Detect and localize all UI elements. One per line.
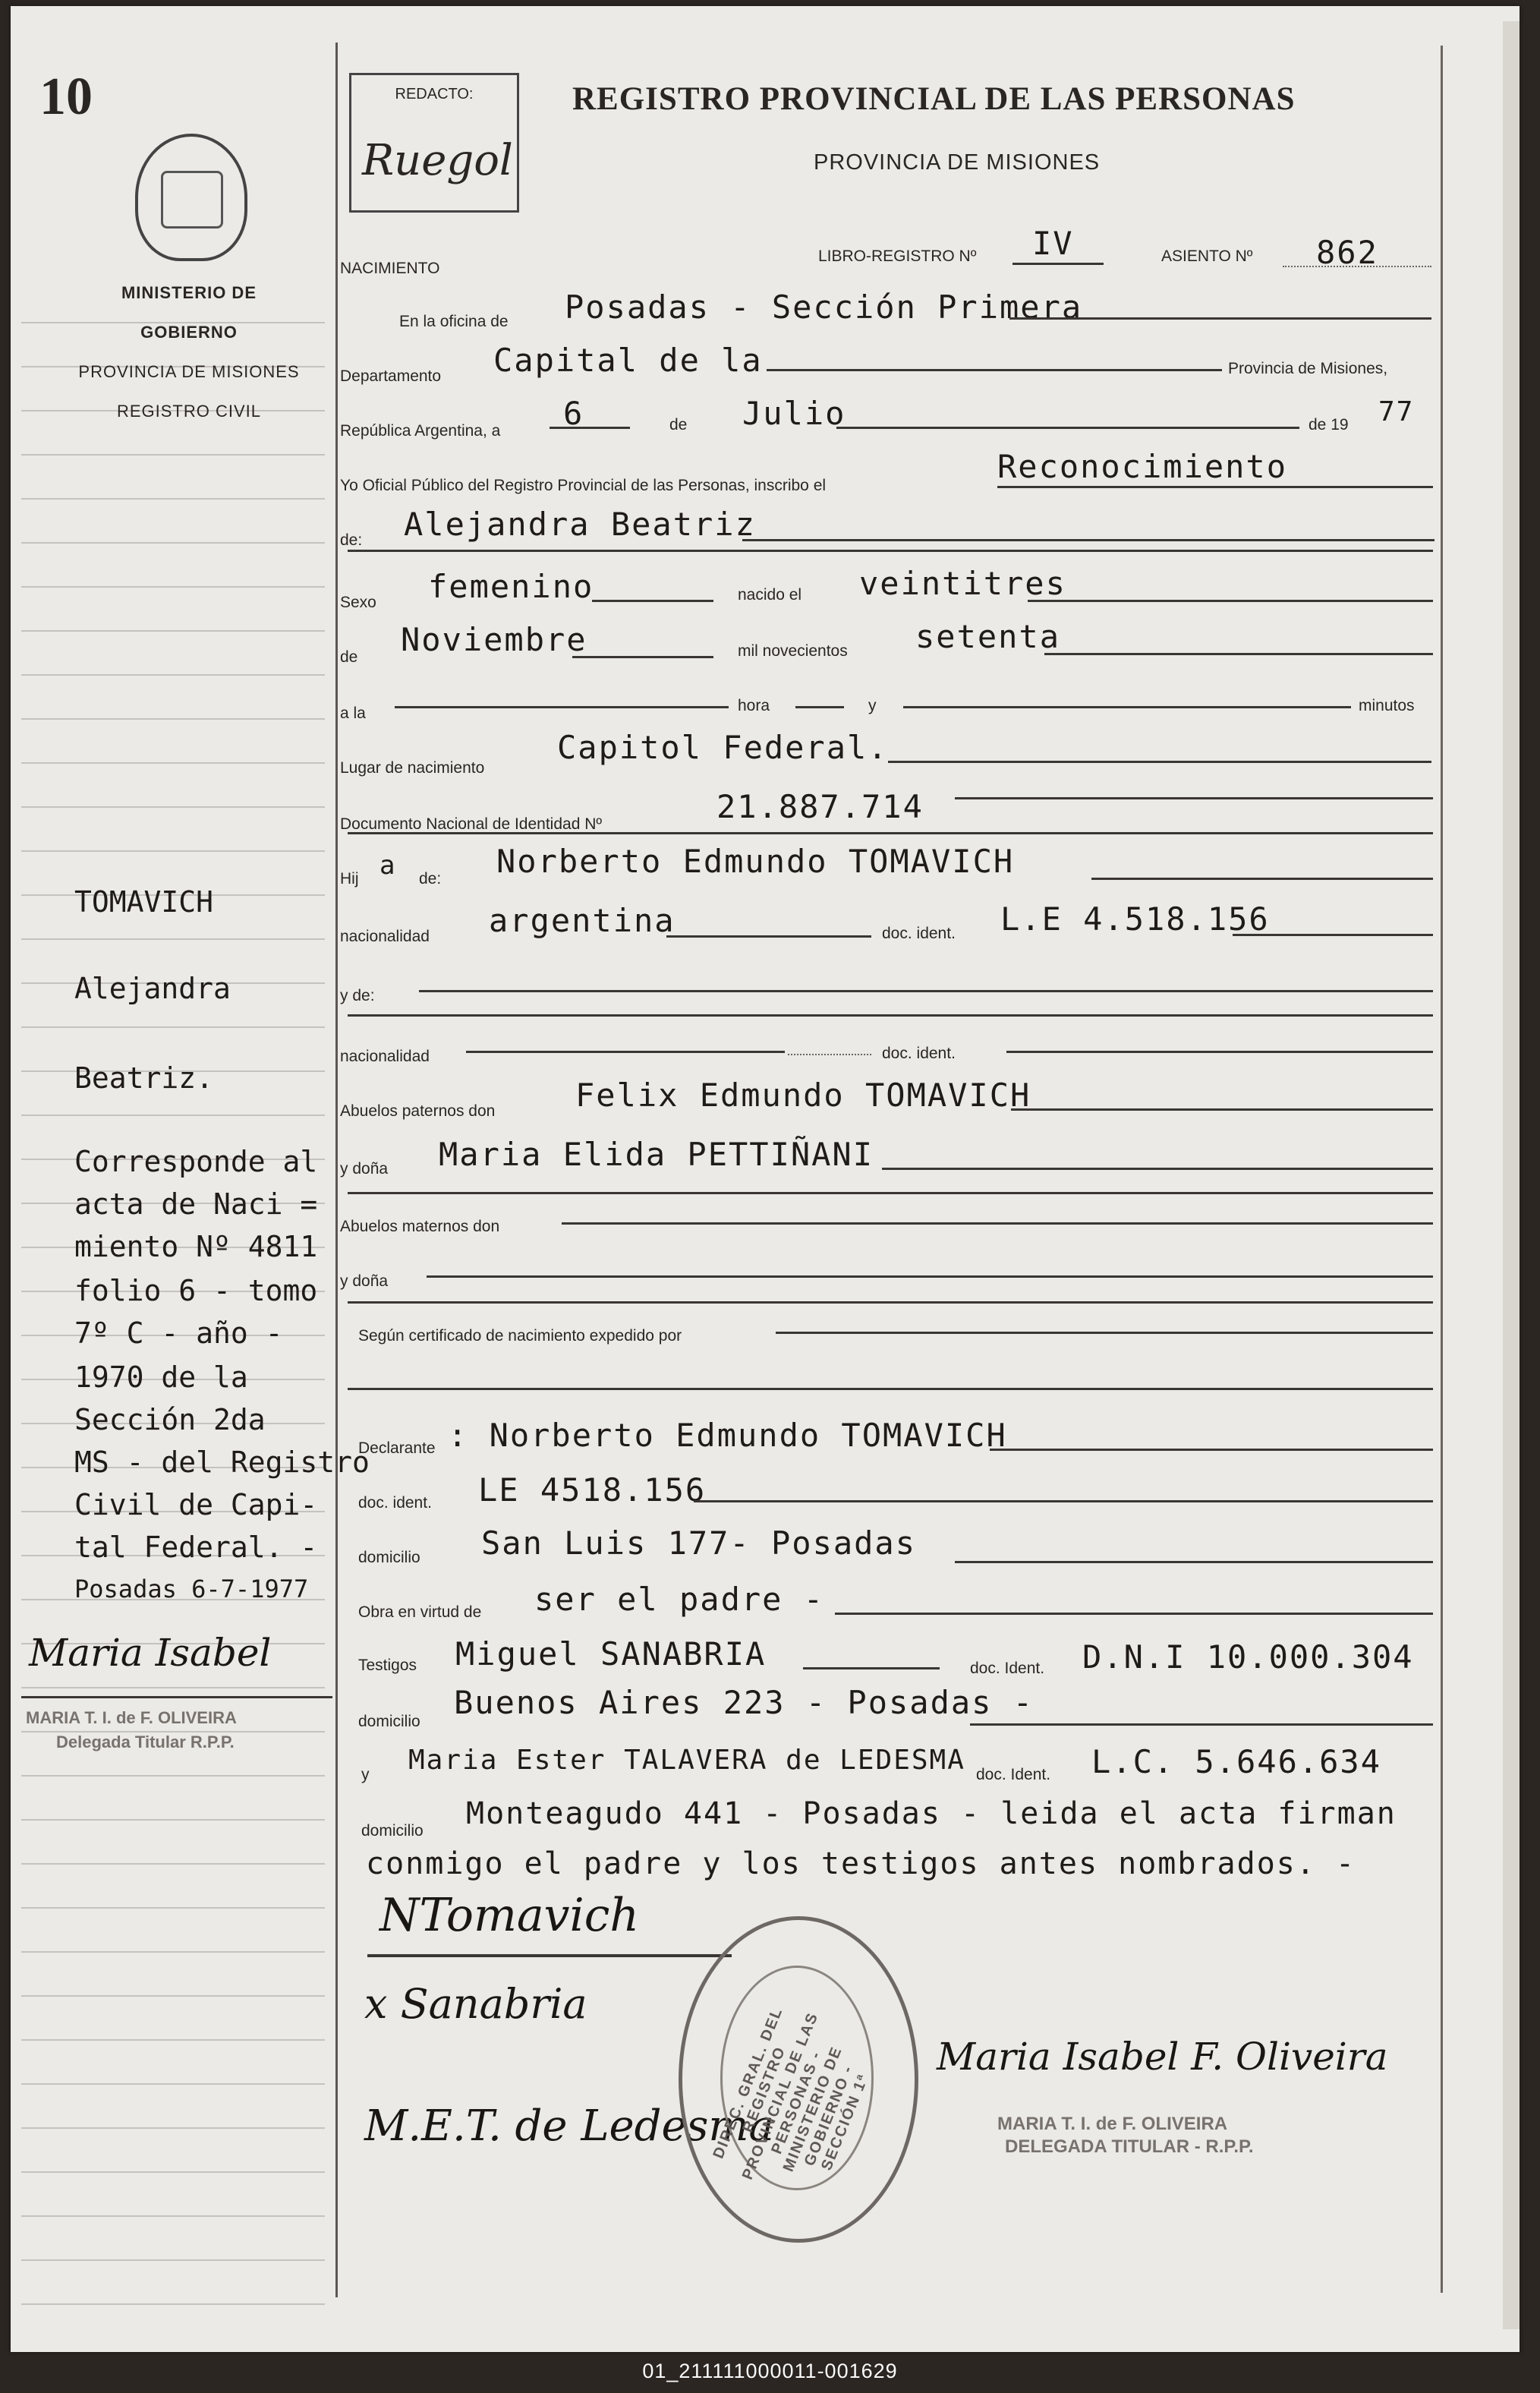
domicilio2-label: domicilio [358, 1713, 420, 1730]
padre-value: Norberto Edmundo TOMAVICH [496, 843, 1015, 880]
testigo1-value: Miguel SANABRIA [455, 1635, 767, 1673]
ministry-header [71, 273, 307, 431]
margin-signature: Maria Isabel [29, 1631, 272, 1675]
y-dona2-label: y doña [340, 1272, 389, 1290]
page-number: 10 [39, 68, 93, 126]
de2-label: de: [340, 531, 363, 549]
page-edge [1503, 21, 1520, 2329]
testigos-label: Testigos [358, 1657, 417, 1674]
hora-label: hora [738, 697, 770, 714]
mes-value: Julio [742, 395, 846, 432]
lugar-value: Capitol Federal. [557, 729, 889, 766]
margin-note: Posadas 6-7-1977 [74, 1575, 309, 1603]
testigo1-signature: x Sanabria [364, 1980, 587, 2028]
testigo2-doc: L.C. 5.646.634 [1091, 1743, 1382, 1780]
libro-value: IV [1032, 225, 1074, 262]
ministry-name: MINISTERIO DE GOBIERNO [121, 283, 257, 342]
margin-note: Civil de Capi- [74, 1488, 318, 1521]
minutos-label: minutos [1359, 697, 1415, 714]
margin-note: Sección 2da [74, 1403, 266, 1436]
departamento-label: Departamento [340, 367, 442, 385]
redacto-label: REDACTO: [395, 86, 474, 102]
sexo-label: Sexo [340, 594, 376, 611]
right-border-line [1441, 46, 1443, 2293]
decl-doc-label: doc. ident. [358, 1494, 432, 1512]
oficial-value: Reconocimiento [997, 448, 1288, 485]
anio-nac-value: setenta [915, 618, 1061, 655]
dni-value: 21.887.714 [716, 788, 924, 825]
de-label: de [669, 416, 688, 434]
domicilio-label: domicilio [358, 1549, 420, 1566]
hijo-de-label: de: [419, 870, 442, 888]
margin-note: folio 6 - tomo [74, 1274, 318, 1307]
seal-text: DIREC. GRAL. DEL REGISTRO PROVINCIAL DE LAS PERSONAS - MINISTERIO DE GOBIERNO - SECCIÓN 1ª [710, 2004, 873, 2183]
abuelos-pat-label: Abuelos paternos don [340, 1102, 496, 1120]
y-label: y [868, 697, 877, 714]
oficial-label: Yo Oficial Público del Registro Provincial de las Personas, inscribo el [340, 477, 827, 494]
de-anio-label: de 19 [1309, 416, 1349, 434]
doc-ident2-label: doc. ident. [882, 1045, 956, 1062]
margin-note: Alejandra [74, 972, 231, 1005]
lugar-label: Lugar de nacimiento [340, 759, 485, 777]
a-la-label: a la [340, 705, 366, 722]
test-doc-label: doc. Ident. [970, 1660, 1045, 1677]
hijo-suffix: a [379, 850, 397, 881]
declarante-value: : Norberto Edmundo TOMAVICH [448, 1417, 1007, 1454]
margin-note: 7º C - año - [74, 1316, 283, 1350]
document-subtitle: PROVINCIA DE MISIONES [814, 150, 1101, 175]
oficina-label: En la oficina de [399, 313, 509, 330]
testigo2-dom: Monteagudo 441 - Posadas - leida el acta firman [466, 1796, 1397, 1831]
libro-label: LIBRO-REGISTRO Nº [818, 247, 977, 265]
padre-doc-value: L.E 4.518.156 [1000, 900, 1270, 938]
republica-label: República Argentina, a [340, 422, 501, 440]
abuelo-pat-value: Felix Edmundo TOMAVICH [575, 1077, 1031, 1114]
testigo1-doc: D.N.I 10.000.304 [1082, 1638, 1414, 1676]
margin-note: 1970 de la [74, 1360, 248, 1394]
declarante-signature: NTomavich [379, 1889, 639, 1942]
provincia-label: Provincia de Misiones, [1228, 360, 1388, 377]
margin-note: miento Nº 4811 [74, 1230, 318, 1263]
footer-image-id: 01_211111000011-001629 [642, 2360, 898, 2382]
margin-note: TOMAVICH [74, 885, 214, 919]
test-doc2-label: doc. Ident. [976, 1766, 1051, 1783]
asiento-label: ASIENTO Nº [1161, 247, 1253, 265]
margin-stamp-name: MARIA T. I. de F. OLIVEIRA [26, 1708, 237, 1727]
margin-stamp-role: Delegada Titular R.P.P. [56, 1732, 235, 1751]
redacto-box [349, 73, 519, 213]
de3-label: de [340, 648, 358, 666]
declarante-label: Declarante [358, 1439, 436, 1457]
nacido-value: veintitres [859, 565, 1066, 602]
anio-value: 77 [1378, 396, 1415, 427]
testigo2-value: Maria Ester TALAVERA de LEDESMA [408, 1745, 965, 1776]
nacido-label: nacido el [738, 586, 802, 604]
registry-name: REGISTRO CIVIL [116, 402, 262, 421]
nombre-value: Alejandra Beatriz [404, 506, 756, 543]
cierre-value: conmigo el padre y los testigos antes nombrados. - [366, 1846, 1356, 1881]
domicilio3-label: domicilio [361, 1822, 424, 1840]
decl-doc-value: LE 4518.156 [478, 1471, 707, 1509]
testigo2-signature: M.E.T. de Ledesma [364, 2101, 774, 2151]
document-title: REGISTRO PROVINCIAL DE LAS PERSONAS [572, 81, 1296, 117]
margin-note: acta de Naci = [74, 1187, 318, 1221]
nacionalidad2-label: nacionalidad [340, 1048, 430, 1065]
margin-note: tal Federal. - [74, 1531, 318, 1564]
abuela-pat-value: Maria Elida PETTIÑANI [439, 1136, 874, 1173]
testigo1-dom: Buenos Aires 223 - Posadas - [454, 1684, 1035, 1721]
mes-nac-value: Noviembre [401, 621, 587, 658]
margin-note: Beatriz. [74, 1061, 214, 1095]
nacimiento-label: NACIMIENTO [340, 260, 440, 277]
margin-ruled-area [21, 279, 325, 2344]
oficial-stamp-role: DELEGADA TITULAR - R.P.P. [1005, 2136, 1254, 2157]
province-name: PROVINCIA DE MISIONES [78, 362, 300, 381]
margin-divider [335, 43, 338, 2297]
dni-label: Documento Nacional de Identidad Nº [340, 815, 603, 833]
register-page [11, 6, 1520, 2352]
margin-note: MS - del Registro [74, 1446, 370, 1479]
dia-value: 6 [563, 395, 584, 432]
segun-label: Según certificado de nacimiento expedido por [358, 1327, 682, 1345]
obra-value: ser el padre - [534, 1581, 825, 1618]
mil-label: mil novecientos [738, 642, 848, 660]
domicilio-value: San Luis 177- Posadas [481, 1524, 917, 1562]
coat-of-arms-icon [135, 134, 247, 261]
oficial-stamp-name: MARIA T. I. de F. OLIVEIRA [997, 2114, 1228, 2134]
oficial-signature: Maria Isabel F. Oliveira [937, 2035, 1388, 2079]
doc-ident-label: doc. ident. [882, 925, 956, 942]
obra-label: Obra en virtud de [358, 1603, 482, 1621]
asiento-value: 862 [1316, 234, 1378, 271]
abuelos-mat-label: Abuelos maternos don [340, 1218, 500, 1235]
margin-note: Corresponde al [74, 1145, 318, 1178]
nacionalidad-label: nacionalidad [340, 928, 430, 945]
redacto-signature: Ruegol [362, 136, 513, 185]
registry-seal [679, 1916, 918, 2243]
hijo-label: Hij [340, 870, 359, 888]
y-de-label: y de: [340, 987, 375, 1004]
departamento-value: Capital de la [493, 342, 763, 379]
nacionalidad-value: argentina [489, 902, 676, 939]
y-dona-label: y doña [340, 1160, 389, 1178]
sexo-value: femenino [428, 568, 594, 605]
oficina-value: Posadas - Sección Primera [565, 288, 1083, 326]
y2-label: y [361, 1766, 370, 1783]
